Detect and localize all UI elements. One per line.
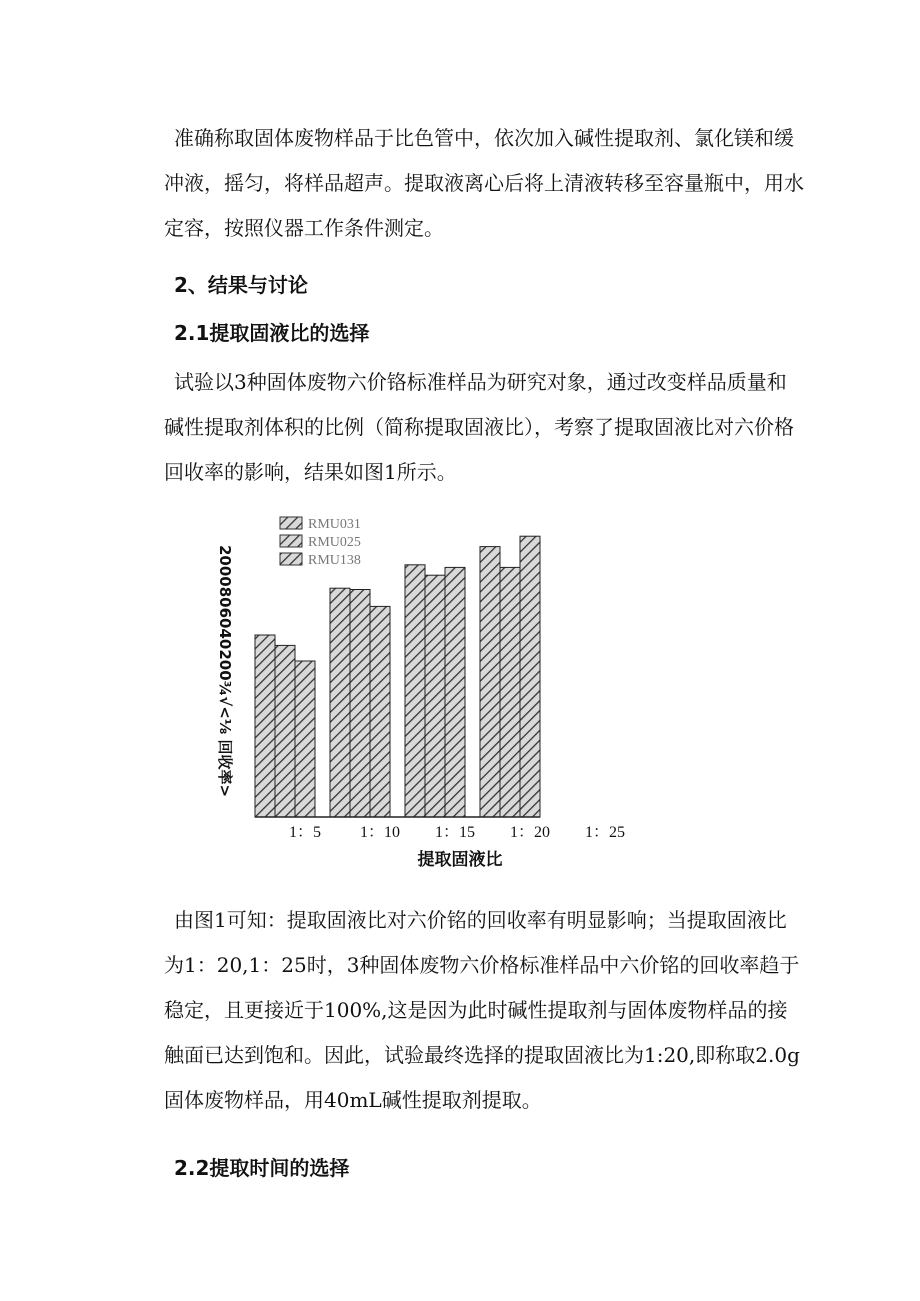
legend-swatch-rmu031 [280, 517, 302, 529]
x-axis-label: 提取固液比 [417, 850, 503, 870]
bar-rmu138-1 [370, 606, 390, 817]
x-tick-label: 1：25 [584, 824, 626, 841]
paragraph-text: 由图1可知：提取固液比对六价铭的回收率有明显影响；当提取固液比为1：20,1：25时，3种固体废物六价格标准样品中六价铭的回收率趋于稳定，且更接近于100%,这是因为此时碱性提取剂与固体废物样品的接触面已达到饱和。因此，试验最终选择的提取固液比为1:20,即称取2.0g固体废物样品，用40mL碱性提取剂提取。 [164, 908, 800, 1112]
x-tick-label: 1：15 [434, 824, 476, 841]
x-tick-label: 1：20 [509, 824, 551, 841]
legend-label-rmu138: RMU138 [308, 553, 361, 568]
chart-canvas [200, 505, 660, 875]
legend-label-rmu031: RMU031 [308, 517, 361, 532]
bar-rmu031-3 [480, 547, 500, 817]
subsection-heading-ratio: 2.1提取固液比的选择 [174, 321, 370, 345]
legend [280, 517, 361, 568]
legend-label-rmu025: RMU025 [308, 535, 361, 550]
legend-swatch-rmu025 [280, 535, 302, 547]
bar-rmu138-0 [295, 661, 315, 817]
bar-rmu138-2 [445, 567, 465, 817]
bar-rmu031-1 [330, 588, 350, 817]
x-tick-label: 1：5 [288, 824, 322, 841]
paragraph-text: 准确称取固体废物样品于比色管中，依次加入碱性提取剂、氯化镁和缓冲液，摇匀，将样品超声。提取液离心后将上清液转移至容量瓶中，用水定容，按照仪器工作条件测定。 [164, 126, 804, 240]
subsection-heading-time: 2.2提取时间的选择 [174, 1156, 350, 1180]
bar-rmu031-2 [405, 565, 425, 817]
section-heading-results: 2、结果与讨论 [174, 273, 308, 297]
figure-1-bar-chart [200, 505, 660, 875]
x-tick-label: 1：10 [359, 824, 401, 841]
legend-swatch-rmu138 [280, 553, 302, 565]
paragraph-ratio-discussion [164, 898, 804, 1123]
bar-rmu031-0 [255, 635, 275, 817]
bar-rmu025-1 [350, 590, 370, 818]
bar-rmu025-3 [500, 567, 520, 817]
bar-rmu025-0 [275, 645, 295, 817]
paragraph-text: 试验以3种固体废物六价铬标准样品为研究对象，通过改变样品质量和碱性提取剂体积的比例（简称提取固液比），考察了提取固液比对六价格回收率的影响，结果如图1所示。 [164, 370, 794, 484]
bar-rmu138-3 [520, 536, 540, 817]
paragraph-sample-prep [164, 116, 804, 251]
y-axis-label: 2000806040200¾√<⅛ 回收率> [216, 545, 234, 798]
bar-rmu025-2 [425, 575, 445, 817]
paragraph-ratio-intro [164, 360, 804, 495]
